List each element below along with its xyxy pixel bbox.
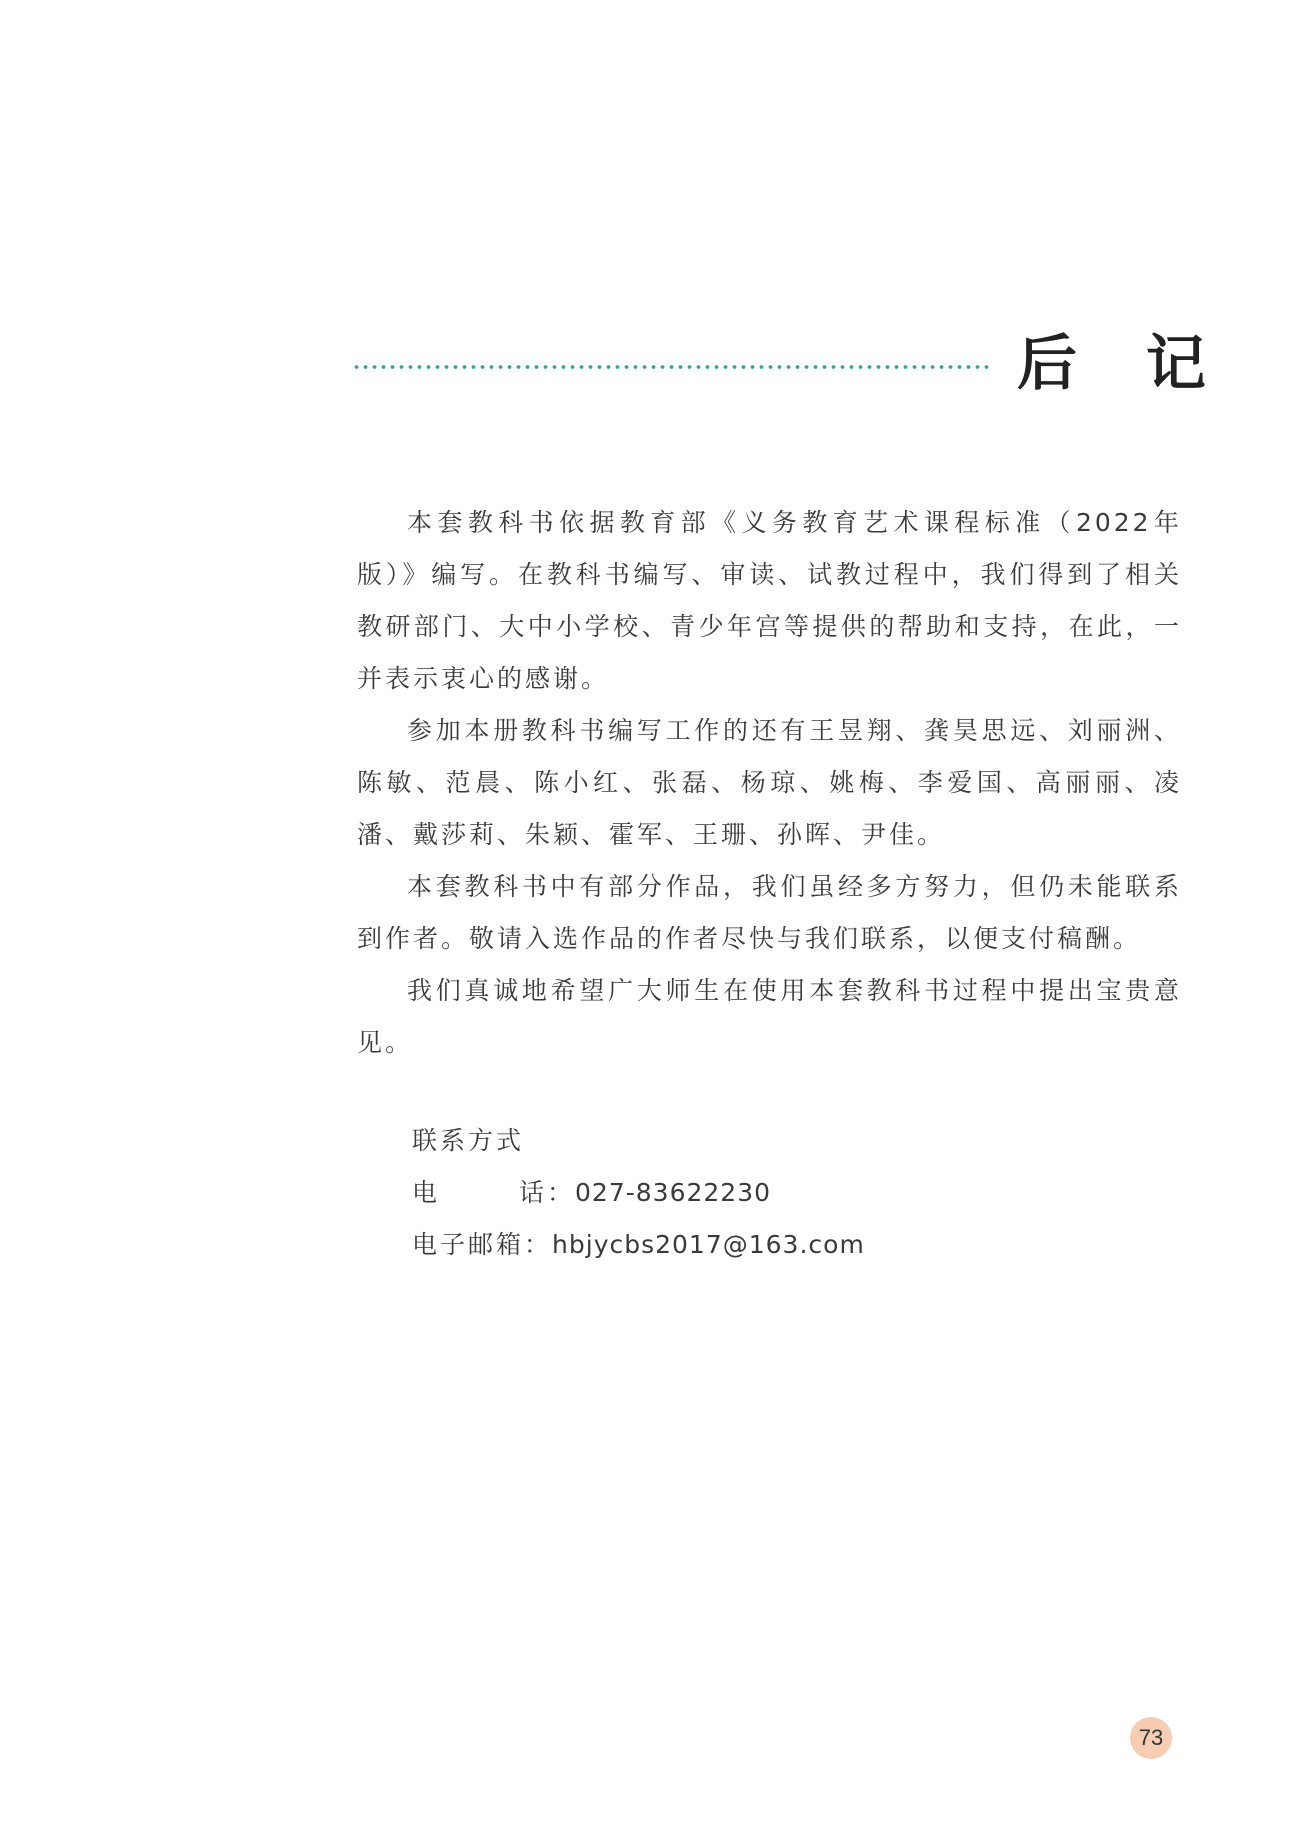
- phone-separator: ：: [547, 1178, 576, 1207]
- dotted-rule: [352, 364, 992, 370]
- email-value: hbjycbs2017@163.com: [552, 1230, 865, 1259]
- contact-phone-row: [412, 1167, 1112, 1219]
- email-label: 电子邮箱: [412, 1230, 525, 1259]
- page-number-badge: 73: [1130, 1717, 1172, 1759]
- section-heading: [352, 329, 1230, 410]
- contact-email-row: [412, 1219, 1112, 1271]
- contact-title-row: [412, 1115, 1112, 1167]
- paragraph-copyright: 本套教科书中有部分作品，我们虽经多方努力，但仍未能联系到作者。敬请入选作品的作者尽快与我们联系，以便支付稿酬。: [357, 872, 1182, 953]
- paragraph-contributors: 参加本册教科书编写工作的还有王昱翔、龚昊思远、刘丽洲、陈敏、范晨、陈小红、张磊、杨琼、姚梅、李爱国、高丽丽、凌潘、戴莎莉、朱颖、霍军、王珊、孙晖、尹佳。: [357, 716, 1182, 849]
- email-separator: ：: [524, 1230, 553, 1259]
- page-title: 后 记: [1017, 329, 1230, 399]
- paragraph-feedback: 我们真诚地希望广大师生在使用本套教科书过程中提出宝贵意见。: [357, 976, 1182, 1057]
- afterword-body: [357, 497, 1182, 1069]
- phone-label: 电话: [412, 1178, 547, 1207]
- paragraph-basis: 本套教科书依据教育部《义务教育艺术课程标准（2022年版）》编写。在教科书编写、审读、试教过程中，我们得到了相关教研部门、大中小学校、青少年宫等提供的帮助和支持，在此，一并表示衷心的感谢。: [357, 508, 1182, 693]
- contact-info: [412, 1115, 1112, 1271]
- phone-value: 027-83622230: [575, 1178, 771, 1207]
- contact-title: 联系方式: [412, 1126, 525, 1155]
